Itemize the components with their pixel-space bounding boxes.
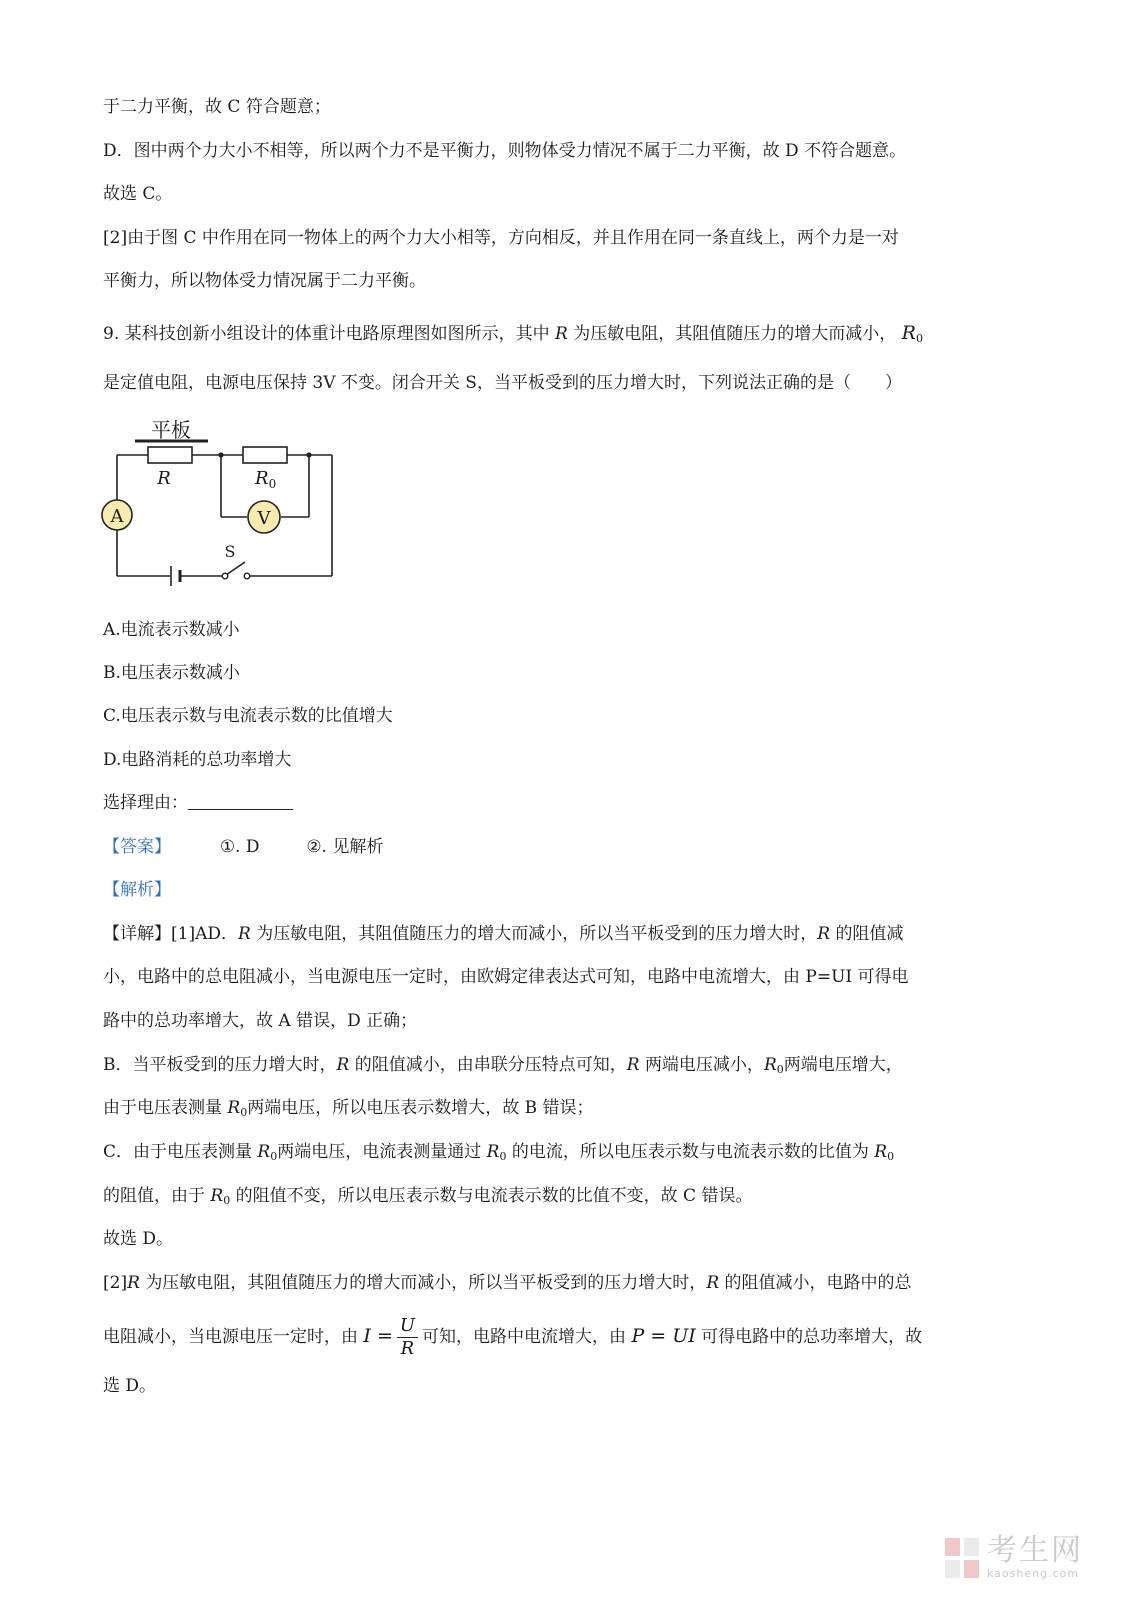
r-label: R [157, 468, 171, 489]
option-b: B.电压表示数减小 [103, 663, 240, 683]
resistor-r [148, 447, 192, 463]
switch-contact [244, 573, 250, 579]
watermark-main-text: 考生网 [987, 1533, 1083, 1568]
answer-blank [188, 792, 293, 810]
answer-2: ②. 见解析 [306, 837, 384, 857]
text-segment: 为压敏电阻，其阻值随压力的增大而减小， [573, 324, 897, 344]
symbol-r0: $R_0$ [901, 322, 923, 345]
analysis-tag: 【解析】 [103, 880, 171, 900]
option-c: C.电压表示数与电流表示数的比值增大 [103, 706, 393, 726]
fraction-u-over-r: $\frac{U}{R}$ [397, 1315, 418, 1360]
explanation-line: 路中的总功率增大，故 A 错误，D 正确； [103, 1011, 418, 1031]
watermark [945, 1535, 1083, 1580]
voltmeter-label: V [257, 508, 271, 529]
question-9-stem [103, 320, 923, 352]
text-line: 平衡力，所以物体受力情况属于二力平衡。 [103, 271, 426, 291]
text-segment: 9. 某科技创新小组设计的体重计电路原理图如图所示，其中 [103, 324, 550, 344]
text-line: 于二力平衡，故 C 符合题意； [103, 97, 331, 117]
reason-label: 选择理由： [103, 793, 188, 813]
explanation-line: 由于电压表测量 $R_0$两端电压，所以电压表示数增大，故 B 错误； [103, 1098, 594, 1119]
text-line: D．图中两个力大小不相等，所以两个力不是平衡力，则物体受力情况不属于二力平衡，故 D 不符合题意。 [103, 141, 907, 161]
reason-line [103, 790, 293, 816]
text-line: [2]由于图 C 中作用在同一物体上的两个力大小相等，方向相反，并且作用在同一条直线上，两个力是一对 [103, 228, 899, 248]
option-d: D.电路消耗的总功率增大 [103, 750, 292, 770]
explanation-line: 的阻值，由于 $R_0$ 的阻值不变，所以电压表示数与电流表示数的比值不变，故 C 错误。 [103, 1186, 753, 1207]
watermark-logo-icon [945, 1538, 979, 1578]
explanation-line: 小，电路中的总电阻减小，当电源电压一定时，由欧姆定律表达式可知，电路中电流增大，由 P=UI 可得电 [103, 967, 909, 987]
explanation-line: C．由于电压表测量 $R_0$两端电压，电流表测量通过 $R_0$ 的电流，所以电压表示数与电流表示数的比值为 $R_0$ [103, 1142, 895, 1163]
option-a: A.电流表示数减小 [103, 620, 240, 640]
text-line: 故选 C。 [103, 184, 173, 204]
explanation-line: 选 D。 [103, 1376, 157, 1396]
answer-tag: 【答案】 [103, 837, 171, 857]
answer-1: ①. D [219, 837, 260, 857]
math-i-equals: I = [363, 1325, 393, 1347]
explanation-line: 【详解】[1]AD．R 为压敏电阻，其阻值随压力的增大而减小，所以当平板受到的压力增大时，R 的阻值减 [103, 924, 904, 944]
symbol-r: R [817, 924, 831, 944]
circuit-diagram [95, 412, 345, 602]
junction-dot [218, 452, 223, 457]
text-line: 是定值电阻，电源电压保持 3V 不变。闭合开关 S，当平板受到的压力增大时，下列说法正确的是（ ） [103, 373, 902, 393]
math-p-equals-ui: P = UI [631, 1325, 696, 1347]
explanation-line: 电阻减小，当电源电压一定时，由 I = $\frac{U}{R}$ 可知，电路中电流增大，由 P = UI 可得电路中的总功率增大，故 [103, 1315, 923, 1359]
explanation-line: 故选 D。 [103, 1229, 174, 1249]
resistor-r0 [243, 447, 287, 463]
plate-label: 平板 [151, 418, 191, 442]
explanation-line: B．当平板受到的压力增大时，R 的阻值减小，由串联分压特点可知，R 两端电压减小，$R_0$两端电压增大， [103, 1055, 903, 1076]
watermark-sub-text: kaosheng.com [987, 1567, 1080, 1580]
switch-lever [226, 562, 245, 575]
switch-contact [222, 573, 228, 579]
symbol-r: R [555, 324, 568, 344]
switch-label: S [224, 542, 236, 561]
explanation-line: [2]R 为压敏电阻，其阻值随压力的增大而减小，所以当平板受到的压力增大时，R 的阻值减小，电路中的总 [103, 1273, 912, 1293]
ammeter-label: A [110, 506, 124, 527]
symbol-r: R [238, 924, 251, 944]
junction-dot [306, 452, 311, 457]
r0-label: $R_0$ [255, 468, 277, 491]
answer-line [103, 834, 383, 860]
